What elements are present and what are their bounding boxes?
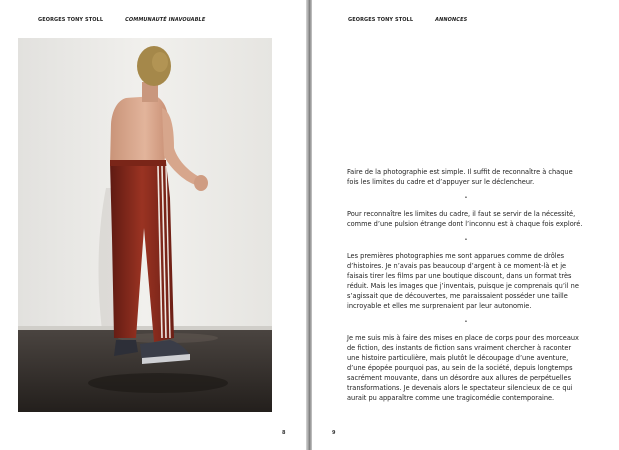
left-header-title: COMMUNAUTÉ INAVOUABLE: [125, 17, 206, 23]
separator-bullet: •: [464, 237, 468, 243]
separator-bullet: •: [464, 195, 468, 201]
left-page-number: 8: [282, 430, 286, 436]
left-header-author: GEORGES TONY STOLL: [38, 17, 104, 23]
paragraph: Je me suis mis à faire des mises en place de corps pour des morceaux de fiction, des instants de fiction sans vraiment chercher à raconter une histoire particulière, mais plutôt le découpage d’une aventure, d’une épopée pourquoi pas, au sein de la société, depuis longtemps sacrément mouvante, dans un désordre aux allures de perpétuelles transformations. Je devenais alors le spectateur silencieux de ce qui aurait pu apparaître comme une tragicomédie contemporaine.: [347, 334, 579, 402]
paragraph: Pour reconnaître les limites du cadre, il faut se servir de la nécessité, comme d’une pulsion étrange dont l’inconnu est à chaque fois exploré.: [347, 210, 583, 228]
right-page-header: [348, 17, 467, 23]
left-page: [0, 0, 306, 450]
left-page-header: [38, 17, 205, 23]
right-page: [312, 0, 619, 450]
paragraph: Les premières photographies me sont apparues comme de drôles d’histoires. Je n’avais pas beaucoup d’argent à ce moment-là et je faisais tirer les films par une boutique discount, dans un format très réduit. Mais les images que j’inventais, puisque je comprenais qu’il ne s’agissait que de découvertes, me paraissaient posséder une taille incroyable et elles me surprenaient par leur autonomie.: [347, 252, 579, 310]
separator-bullet: •: [464, 319, 468, 325]
photograph-masked-man: [18, 38, 272, 412]
body-text: [347, 167, 585, 403]
right-page-number: 9: [332, 430, 336, 436]
right-header-author: GEORGES TONY STOLL: [348, 17, 414, 23]
right-header-title: ANNONCES: [435, 17, 468, 23]
paragraph: Faire de la photographie est simple. Il suffit de reconnaître à chaque fois les limites du cadre et d’appuyer sur le déclencheur.: [347, 168, 573, 186]
